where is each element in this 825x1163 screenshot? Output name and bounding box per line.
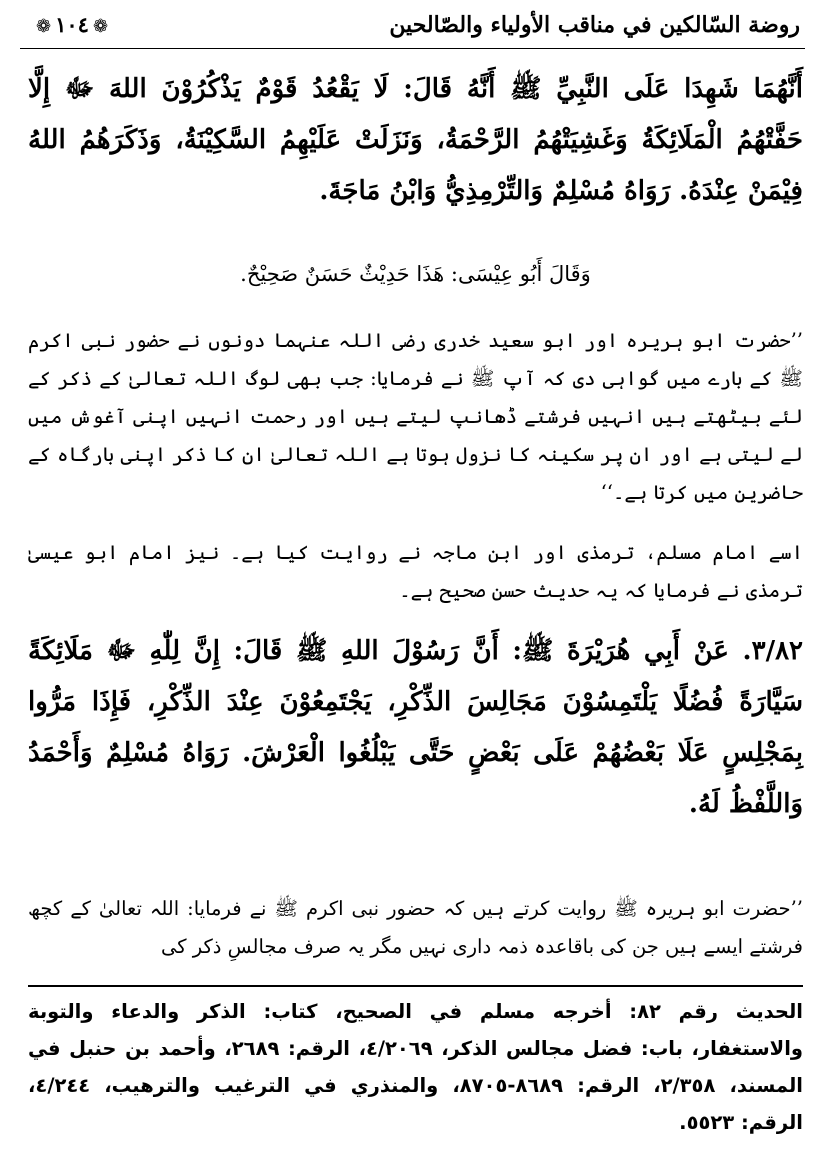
page-number-box	[32, 12, 112, 37]
ornament-left-icon: ❁	[36, 16, 52, 37]
footnote-text: أخرجه مسلم في الصحيح، كتاب: الذكر والدعاء والتوبة والاستغفار، باب: فضل مجالس الذكر، ٤/٢٠٦٩، الرقم: ٢٦٨٩، وأحمد بن حنبل في المسند، ٢/٣٥٨، الرقم: ٨٦٨٩-٨٧٠٥، والمنذري في الترغيب والترهيب، ٤/٢٤٤، الرقم: ٥٥٢٣.	[28, 1000, 803, 1134]
hadith-81-arabic: أَنَّهُمَا شَهِدَا عَلَى النَّبِيِّ ﷺ أَنَّهُ قَالَ: لَا يَقْعُدُ قَوْمٌ يَذْكُرُوْنَ اللهَ ﷻ إِلَّا حَفَّتْهُمُ الْمَلَائِكَةُ وَغَشِيَتْهُمُ الرَّحْمَةُ، وَنَزَلَتْ عَلَيْهِمُ السَّكِيْنَةُ، وَذَكَرَهُمُ اللهُ فِيْمَنْ عِنْدَهُ. رَوَاهُ مُسْلِمٌ وَالتِّرْمِذِيُّ وَابْنُ مَاجَةَ.	[28, 74, 803, 206]
page-header	[20, 8, 805, 50]
hadith-82-number: ٣/٨٢.	[742, 636, 803, 666]
header-divider	[20, 48, 805, 49]
hadith-82-text: عَنْ أَبِي هُرَيْرَةَ ﷺ: أَنَّ رَسُوْلَ اللهِ ﷺ قَالَ: إِنَّ لِلّٰهِ ﷻ مَلَائِكَةً سَيَّارَةً فُضُلًا يَلْتَمِسُوْنَ مَجَالِسَ الذِّكْرِ، يَجْتَمِعُوْنَ عِنْدَ الذِّكْرِ، فَإِذَا مَرُّوا بِمَجْلِسٍ عَلَا بَعْضُهُمْ عَلَى بَعْضٍ حَتَّى يَبْلُغُوا الْعَرْشَ. رَوَاهُ مُسْلِمٌ وَأَحْمَدُ وَاللَّفْظُ لَهُ.	[28, 636, 803, 819]
footnote	[28, 993, 803, 1141]
footnote-label: الحديث رقم ٨٢:	[629, 1000, 803, 1023]
footnote-divider	[28, 985, 803, 987]
hadith-82-urdu-translation: ’’حضرت ابو ہریرہ ﷺ روایت کرتے ہیں کہ حضور نبی اکرم ﷺ نے فرمایا: اللہ تعالیٰ کے کچھ فرشتے ایسے ہیں جن کی باقاعدہ ذمہ داری نہیں مگر یہ صرف مجالسِ ذکر کی	[28, 897, 803, 958]
hadith-81-grading: وَقَالَ أَبُو عِيْسَى: هَذَا حَدِيْثٌ حَسَنٌ صَحِيْحٌ.	[240, 262, 591, 286]
running-title: روضة السّالكين في مناقب الأولياء والصّالحين	[389, 12, 800, 38]
ornament-right-icon: ❁	[92, 16, 109, 37]
hadith-82-arabic	[28, 626, 803, 830]
hadith-81-urdu-translation: ’’حضرت ابو ہریرہ اور ابو سعید خدری رضی اللہ عنہما دونوں نے حضور نبی اکرم ﷺ کے بارے میں گواہی دی کہ آپ ﷺ نے فرمایا: جب بھی لوگ اللہ تعالیٰ کے ذکر کے لئے بیٹھتے ہیں انہیں فرشتے ڈھانپ لیتے ہیں اور رحمت انہیں اپنی آغوش میں لے لیتی ہے اور ان پر سکینہ کا نزول ہوتا ہے اللہ تعالیٰ ان کا ذکر اپنی بارگاہ کے حاضرین میں کرتا ہے۔‘‘	[28, 329, 803, 504]
page-number: ١٠٤	[55, 12, 89, 37]
hadith-81-urdu-source: اسے امام مسلم، ترمذی اور ابن ماجہ نے روایت کیا ہے۔ نیز امام ابو عیسیٰ ترمذی نے فرمایا کہ یہ حدیث حسن صحیح ہے۔	[28, 541, 803, 602]
